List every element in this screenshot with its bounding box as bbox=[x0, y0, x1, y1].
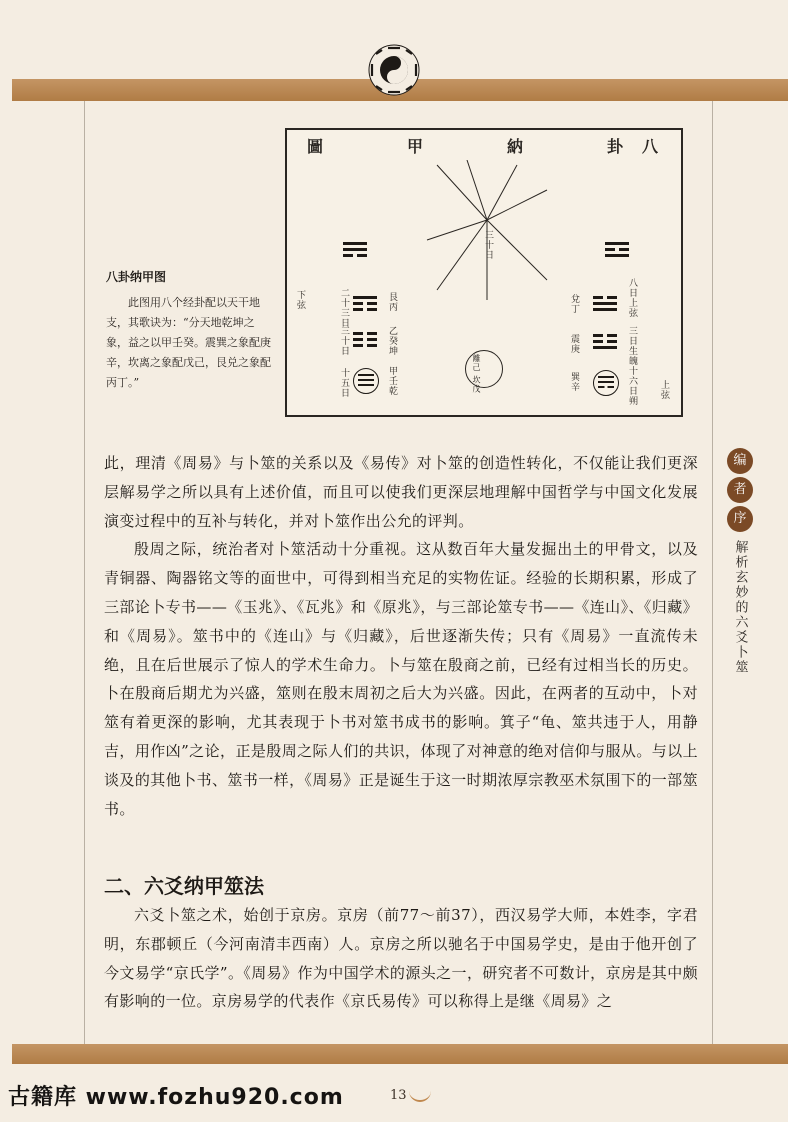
sidebar-circle-char: 者 bbox=[727, 477, 753, 503]
trigram-corner-right bbox=[605, 242, 629, 260]
paragraph: 殷周之际，统治者对卜筮活动十分重视。这从数百年大量发掘出土的甲骨文，以及青铜器、陶器铭文等的面世中，可得到相当充足的实物佐证。经验的长期积累，形成了三部论卜专书——《玉兆》、《瓦兆》和《原兆》，与三部论筮专书——《连山》、《归藏》和《周易》。筮书中的《连山》与《归藏》，后世逐渐失传；只有《周易》一直流传未绝，且在后世展示了惊人的学术生命力。卜与筮在殷商之前，已经有过相当长的历史。卜在殷商后期尤为兴盛，筮则在殷末周初之后大为兴盛。因此，在两者的互动中，卜对筮有着更深的影响，尤其表现于卜书对筮书成书的影响。箕子“龟、筮共违于人，用静吉，用作凶”之论，正是殷周之际人们的共识，体现了对神意的绝对信仰与服从。与以上谈及的其他卜书、筮书一样，《周易》正是诞生于这一时期浓厚宗教巫术氛围下的一部筮书。 bbox=[104, 540, 698, 818]
paragraph: 六爻卜筮之术，始创于京房。京房（前77～前37），西汉易学大师，本姓李，字君明，东郡顿丘（今河南清丰西南）人。京房之所以驰名于中国易学史，是由于他开创了今文易学“京氏学”。《周易》作为中国学术的源头之一，研究者不可数计，京房是其中颇有影响的一位。京房易学的代表作《京氏易传》可以称得上是继《周易》之 bbox=[104, 906, 698, 1011]
figure-title bbox=[287, 134, 681, 156]
trigram-kun bbox=[353, 332, 377, 350]
figure-right-name: 震庚 bbox=[569, 334, 579, 354]
left-margin-rule bbox=[84, 101, 85, 1044]
sidebar-chapter-tab bbox=[724, 448, 756, 675]
body-text bbox=[104, 449, 698, 823]
section-heading: 二、六爻纳甲筮法 bbox=[104, 874, 264, 898]
caption-text: 此图用八个经卦配以天干地支，其歌诀为：“分天地乾坤之象，益之以甲壬癸。震巽之象配庚辛，坎离之象配戊己，艮兑之象配丙丁。” bbox=[106, 296, 271, 389]
footer-band bbox=[12, 1044, 788, 1064]
figure-left-day: 二十三日 bbox=[339, 288, 349, 328]
paragraph: 此，理清《周易》与卜筮的关系以及《易传》对卜筮的创造性转化，不仅能让我们更深层解易学之所以具有上述价值，而且可以使我们更深层地理解中国哲学与中国文化发展演变过程中的互补与转化，并对卜筮作出公允的评判。 bbox=[104, 454, 698, 530]
figure-left-name: 乙癸坤 bbox=[387, 326, 397, 356]
figure-left-name: 艮丙 bbox=[387, 292, 397, 312]
trigram-gen bbox=[353, 296, 377, 314]
footer-site-watermark: 古籍库 www.fozhu920.com bbox=[8, 1085, 344, 1110]
figure-right-name: 巽辛 bbox=[569, 372, 579, 392]
trigram-corner-left bbox=[343, 242, 367, 260]
caption-title: 八卦纳甲图 bbox=[106, 270, 167, 284]
figure-center-label: 三十日 bbox=[483, 230, 493, 260]
figure-title-char: 卦 bbox=[607, 137, 624, 156]
figure-title-char: 納 bbox=[507, 137, 524, 156]
figure-title-char: 八 bbox=[642, 137, 659, 156]
right-margin-rule bbox=[712, 101, 713, 1044]
swoosh-icon bbox=[409, 1090, 431, 1102]
figure-title-char: 圖 bbox=[307, 137, 324, 156]
figure-right-name: 兌丁 bbox=[569, 294, 579, 314]
figure-right-day: 十六日朔 bbox=[627, 366, 637, 406]
figure-right-day: 三日生魄 bbox=[627, 326, 637, 366]
bagua-najia-figure bbox=[285, 128, 683, 417]
trigram-qian bbox=[353, 368, 379, 394]
figure-left-day: 三十日 bbox=[339, 326, 349, 356]
moon-label: 離己 坎戊 bbox=[472, 354, 481, 394]
trigram-dui bbox=[593, 296, 617, 314]
sidebar-circle-char: 编 bbox=[727, 448, 753, 474]
sidebar-vertical-title: 解析玄妙的六爻卜筮 bbox=[732, 540, 748, 675]
figure-far-right-label: 上弦 bbox=[659, 380, 669, 400]
figure-left-name: 甲壬乾 bbox=[387, 366, 397, 396]
section-body bbox=[104, 901, 698, 1016]
trigram-xun bbox=[593, 370, 619, 396]
taiji-bagua-icon bbox=[368, 44, 420, 96]
figure-caption bbox=[106, 268, 271, 393]
figure-right-day: 八日上弦 bbox=[627, 278, 637, 318]
trigram-zhen bbox=[593, 334, 617, 352]
page-number bbox=[390, 1088, 431, 1103]
figure-left-day: 十五日 bbox=[339, 368, 349, 398]
page-number-value: 13 bbox=[390, 1088, 407, 1103]
figure-far-left-label: 下弦 bbox=[295, 290, 305, 310]
sidebar-circle-char: 序 bbox=[727, 506, 753, 532]
figure-title-char: 甲 bbox=[407, 137, 424, 156]
